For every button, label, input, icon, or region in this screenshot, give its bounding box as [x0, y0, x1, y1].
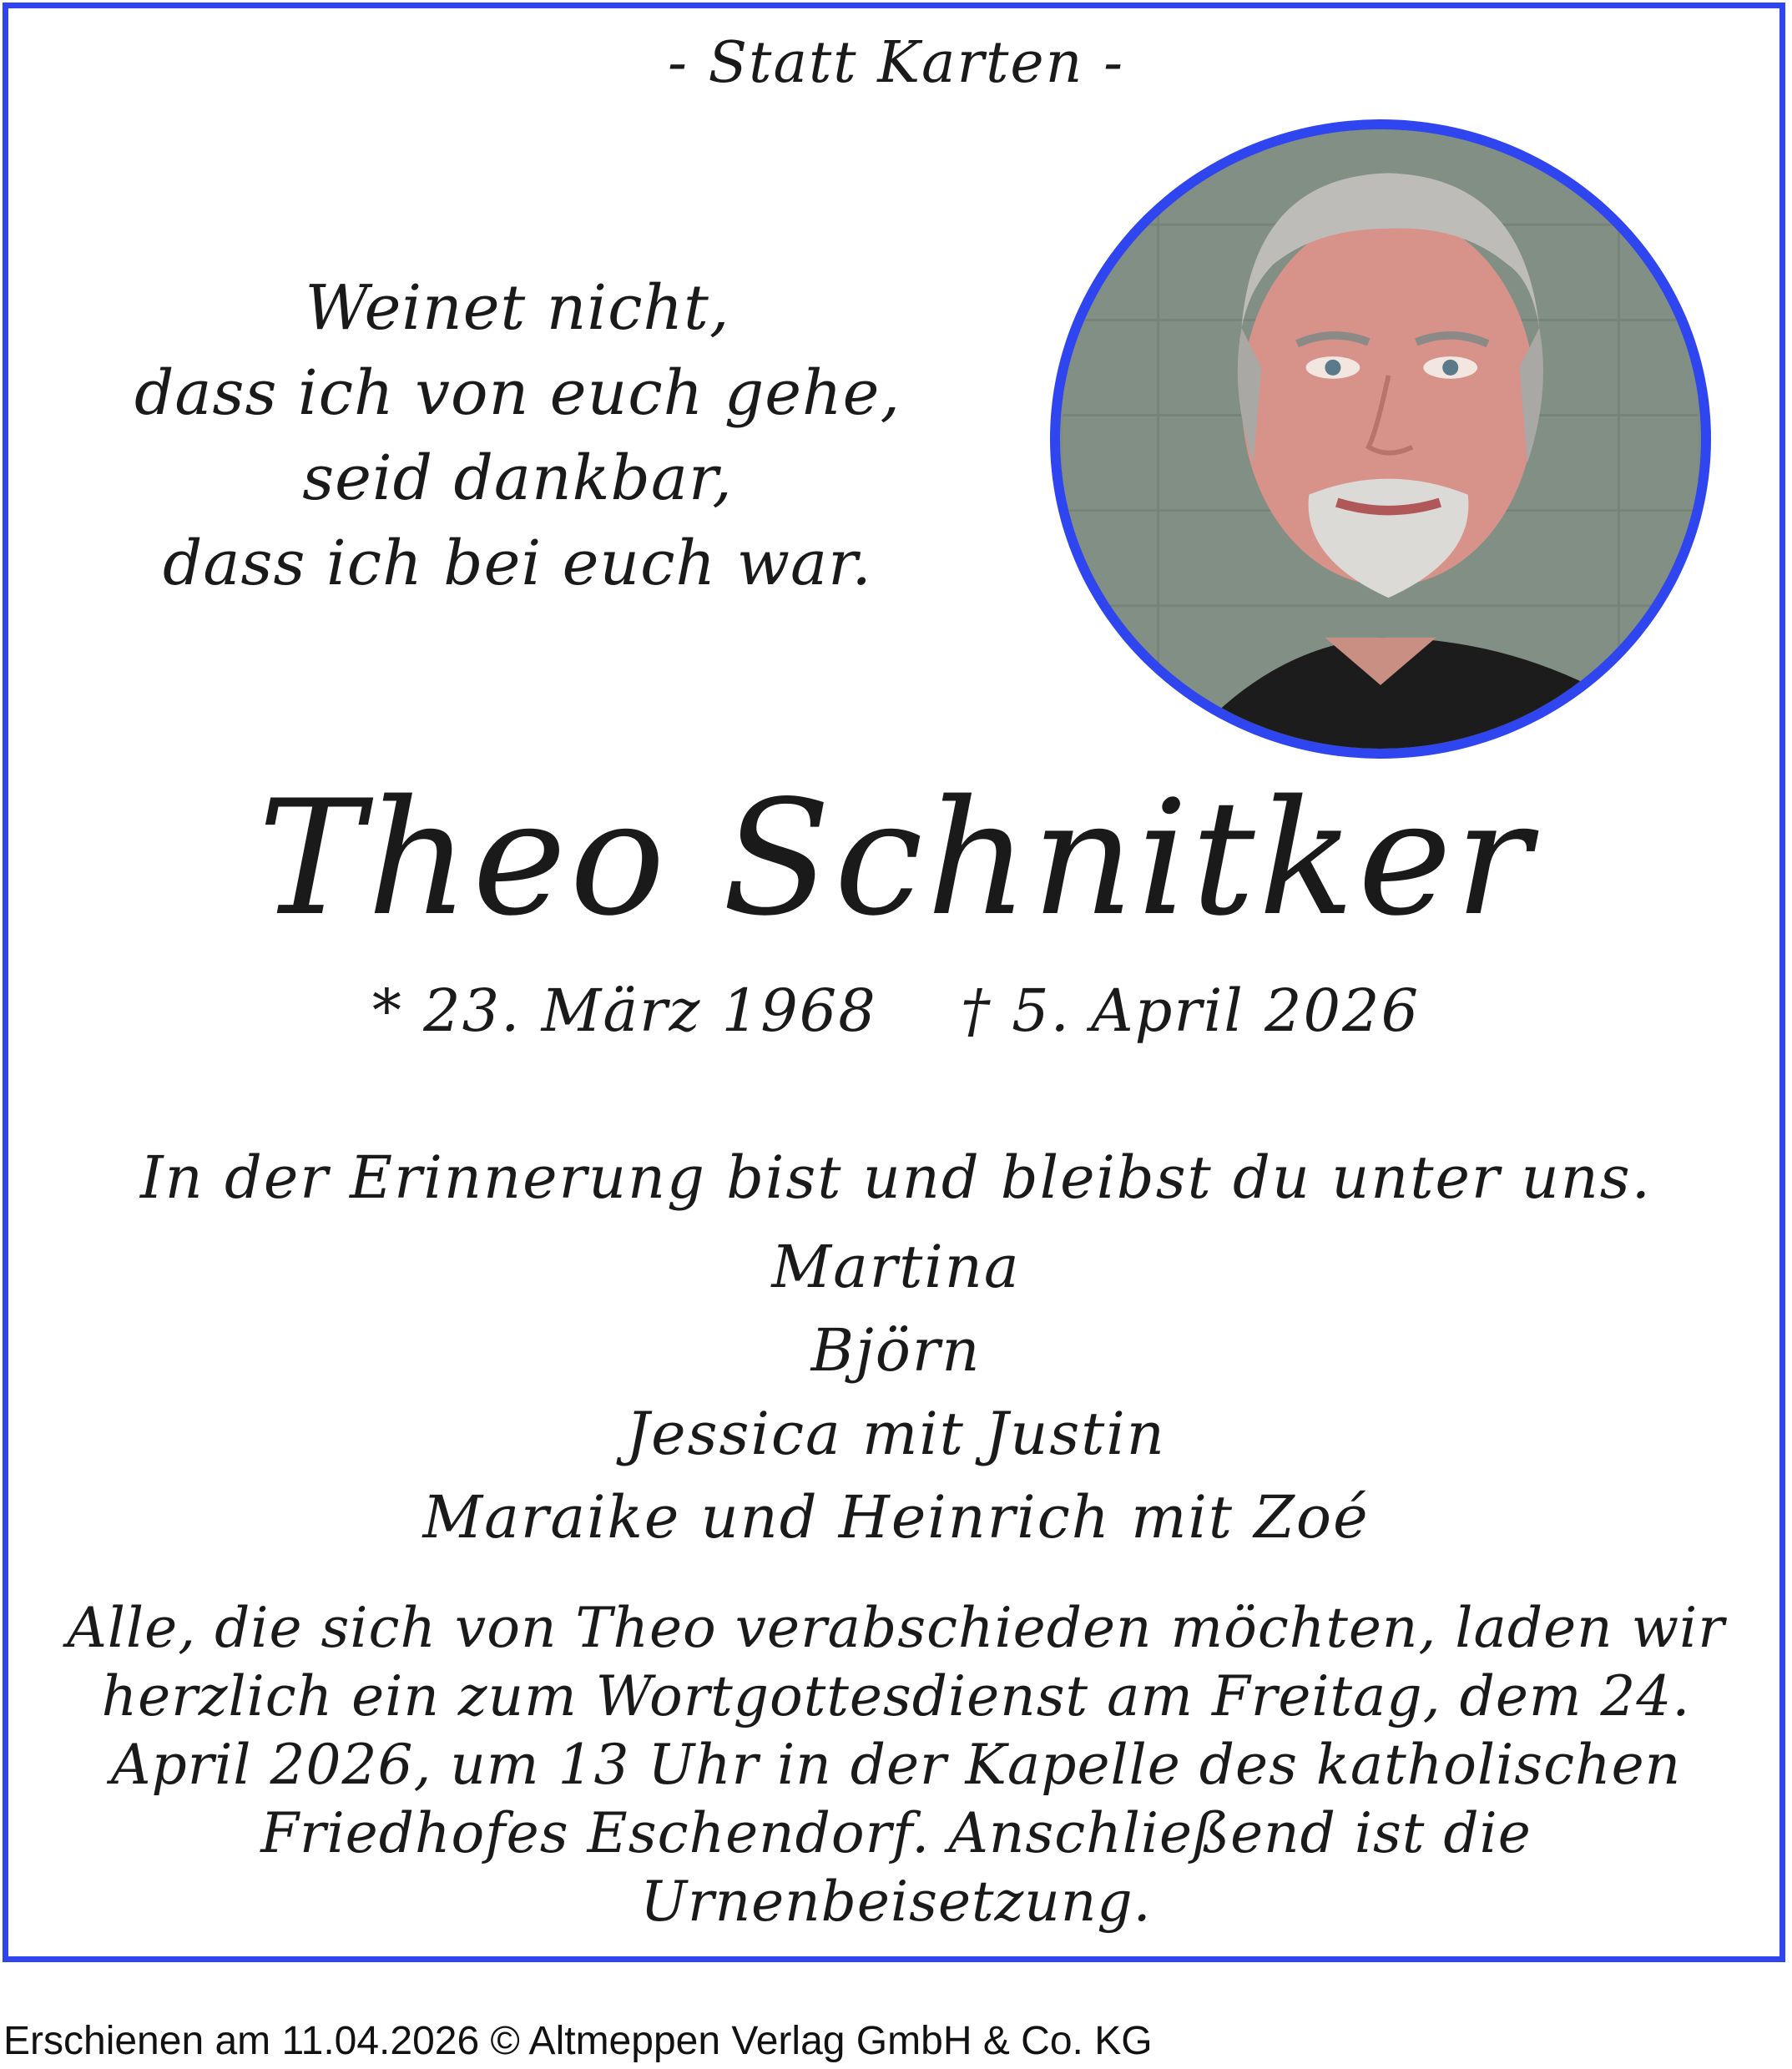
- mourner-name: Martina: [771, 1233, 1021, 1301]
- memory-line: In der Erinnerung bist und bleibst du unter uns.: [140, 1143, 1652, 1212]
- verse-line: dass ich bei euch war.: [163, 527, 872, 599]
- birth-date: * 23. März 1968: [371, 976, 877, 1045]
- verse-line: seid dankbar,: [302, 442, 733, 514]
- funeral-announcement: Alle, die sich von Theo verabschieden möchten, laden wir herzlich ein zum Wortgottesdienst am Freitag, dem 24. April 2026, um 13 Uhr in der Kapelle des katholischen Friedhofes Eschendorf. Anschließend ist die Urnenbeisetzung.: [67, 1596, 1725, 1934]
- mourner-name: Björn: [810, 1316, 982, 1385]
- portrait-photo: [1050, 119, 1711, 759]
- mourner-name: Maraike und Heinrich mit Zoé: [422, 1483, 1370, 1552]
- death-date: † 5. April 2026: [960, 976, 1421, 1045]
- life-dates: [0, 976, 1792, 1045]
- verse-line: Weinet nicht,: [305, 272, 730, 344]
- deceased-name: Theo Schnitker: [257, 766, 1535, 951]
- publication-footer: Erschienen am 11.04.2026 © Altmeppen Verlag GmbH & Co. KG: [3, 2019, 1153, 2063]
- verse-line: dass ich von euch gehe,: [134, 357, 901, 429]
- verse-block: [50, 265, 985, 606]
- mourner-list: [0, 1225, 1792, 1559]
- statt-karten-line: - Statt Karten -: [667, 30, 1125, 96]
- mourner-name: Jessica mit Justin: [626, 1400, 1166, 1468]
- portrait-illustration: [1060, 129, 1701, 749]
